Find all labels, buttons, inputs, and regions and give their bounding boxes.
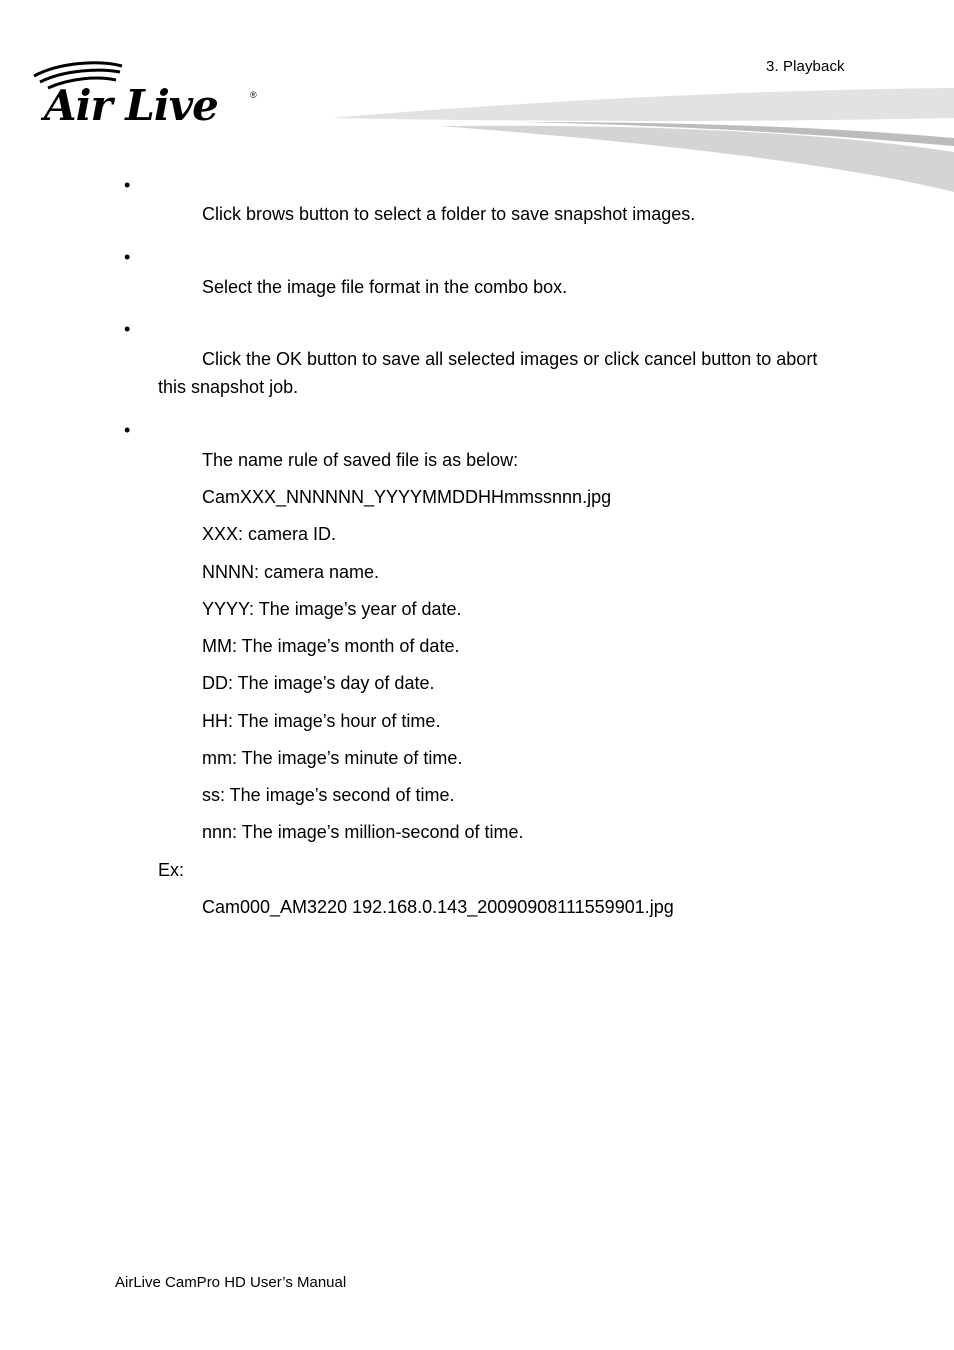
rule-item: nnn: The image’s million-second of time.: [202, 822, 524, 842]
bullet-icon: •: [124, 247, 131, 267]
rule-item: HH: The image’s hour of time.: [202, 711, 441, 731]
bullet-2-description: Select the image file format in the combo box.: [202, 277, 568, 297]
svg-text:®: ®: [250, 90, 257, 100]
filename-pattern: CamXXX_NNNNNN_YYYYMMDDHHmmssnnn.jpg: [202, 487, 612, 507]
rule-item: MM: The image’s month of date.: [202, 636, 460, 656]
bullet-3-description-line1: Click the OK button to save all selected images or click cancel button to abort: [202, 349, 818, 369]
airlive-logo: [30, 58, 270, 128]
example-filename: Cam000_AM3220 192.168.0.143_20090908111559901.jpg: [202, 897, 674, 917]
rule-item: ss: The image’s second of time.: [202, 785, 455, 805]
bullet-3-description-line2: this snapshot job.: [158, 377, 299, 397]
bullet-icon: •: [124, 319, 131, 339]
rule-item: DD: The image’s day of date.: [202, 673, 435, 693]
bullet-4-description: The name rule of saved file is as below:: [202, 450, 519, 470]
bullet-icon: •: [124, 175, 131, 195]
svg-text:Air Live: Air Live: [44, 81, 218, 128]
rule-item: mm: The image’s minute of time.: [202, 748, 463, 768]
header-swoosh-decoration: [320, 82, 954, 202]
rule-item: XXX: camera ID.: [202, 524, 337, 544]
page-section-header: 3. Playback: [766, 58, 845, 75]
bullet-icon: •: [124, 420, 131, 440]
rule-item: YYYY: The image’s year of date.: [202, 599, 462, 619]
rule-item: NNNN: camera name.: [202, 562, 380, 582]
page-footer: AirLive CamPro HD User’s Manual: [115, 1274, 347, 1291]
bullet-1-description: Click brows button to select a folder to save snapshot images.: [202, 204, 696, 224]
example-label: Ex:: [158, 860, 185, 880]
